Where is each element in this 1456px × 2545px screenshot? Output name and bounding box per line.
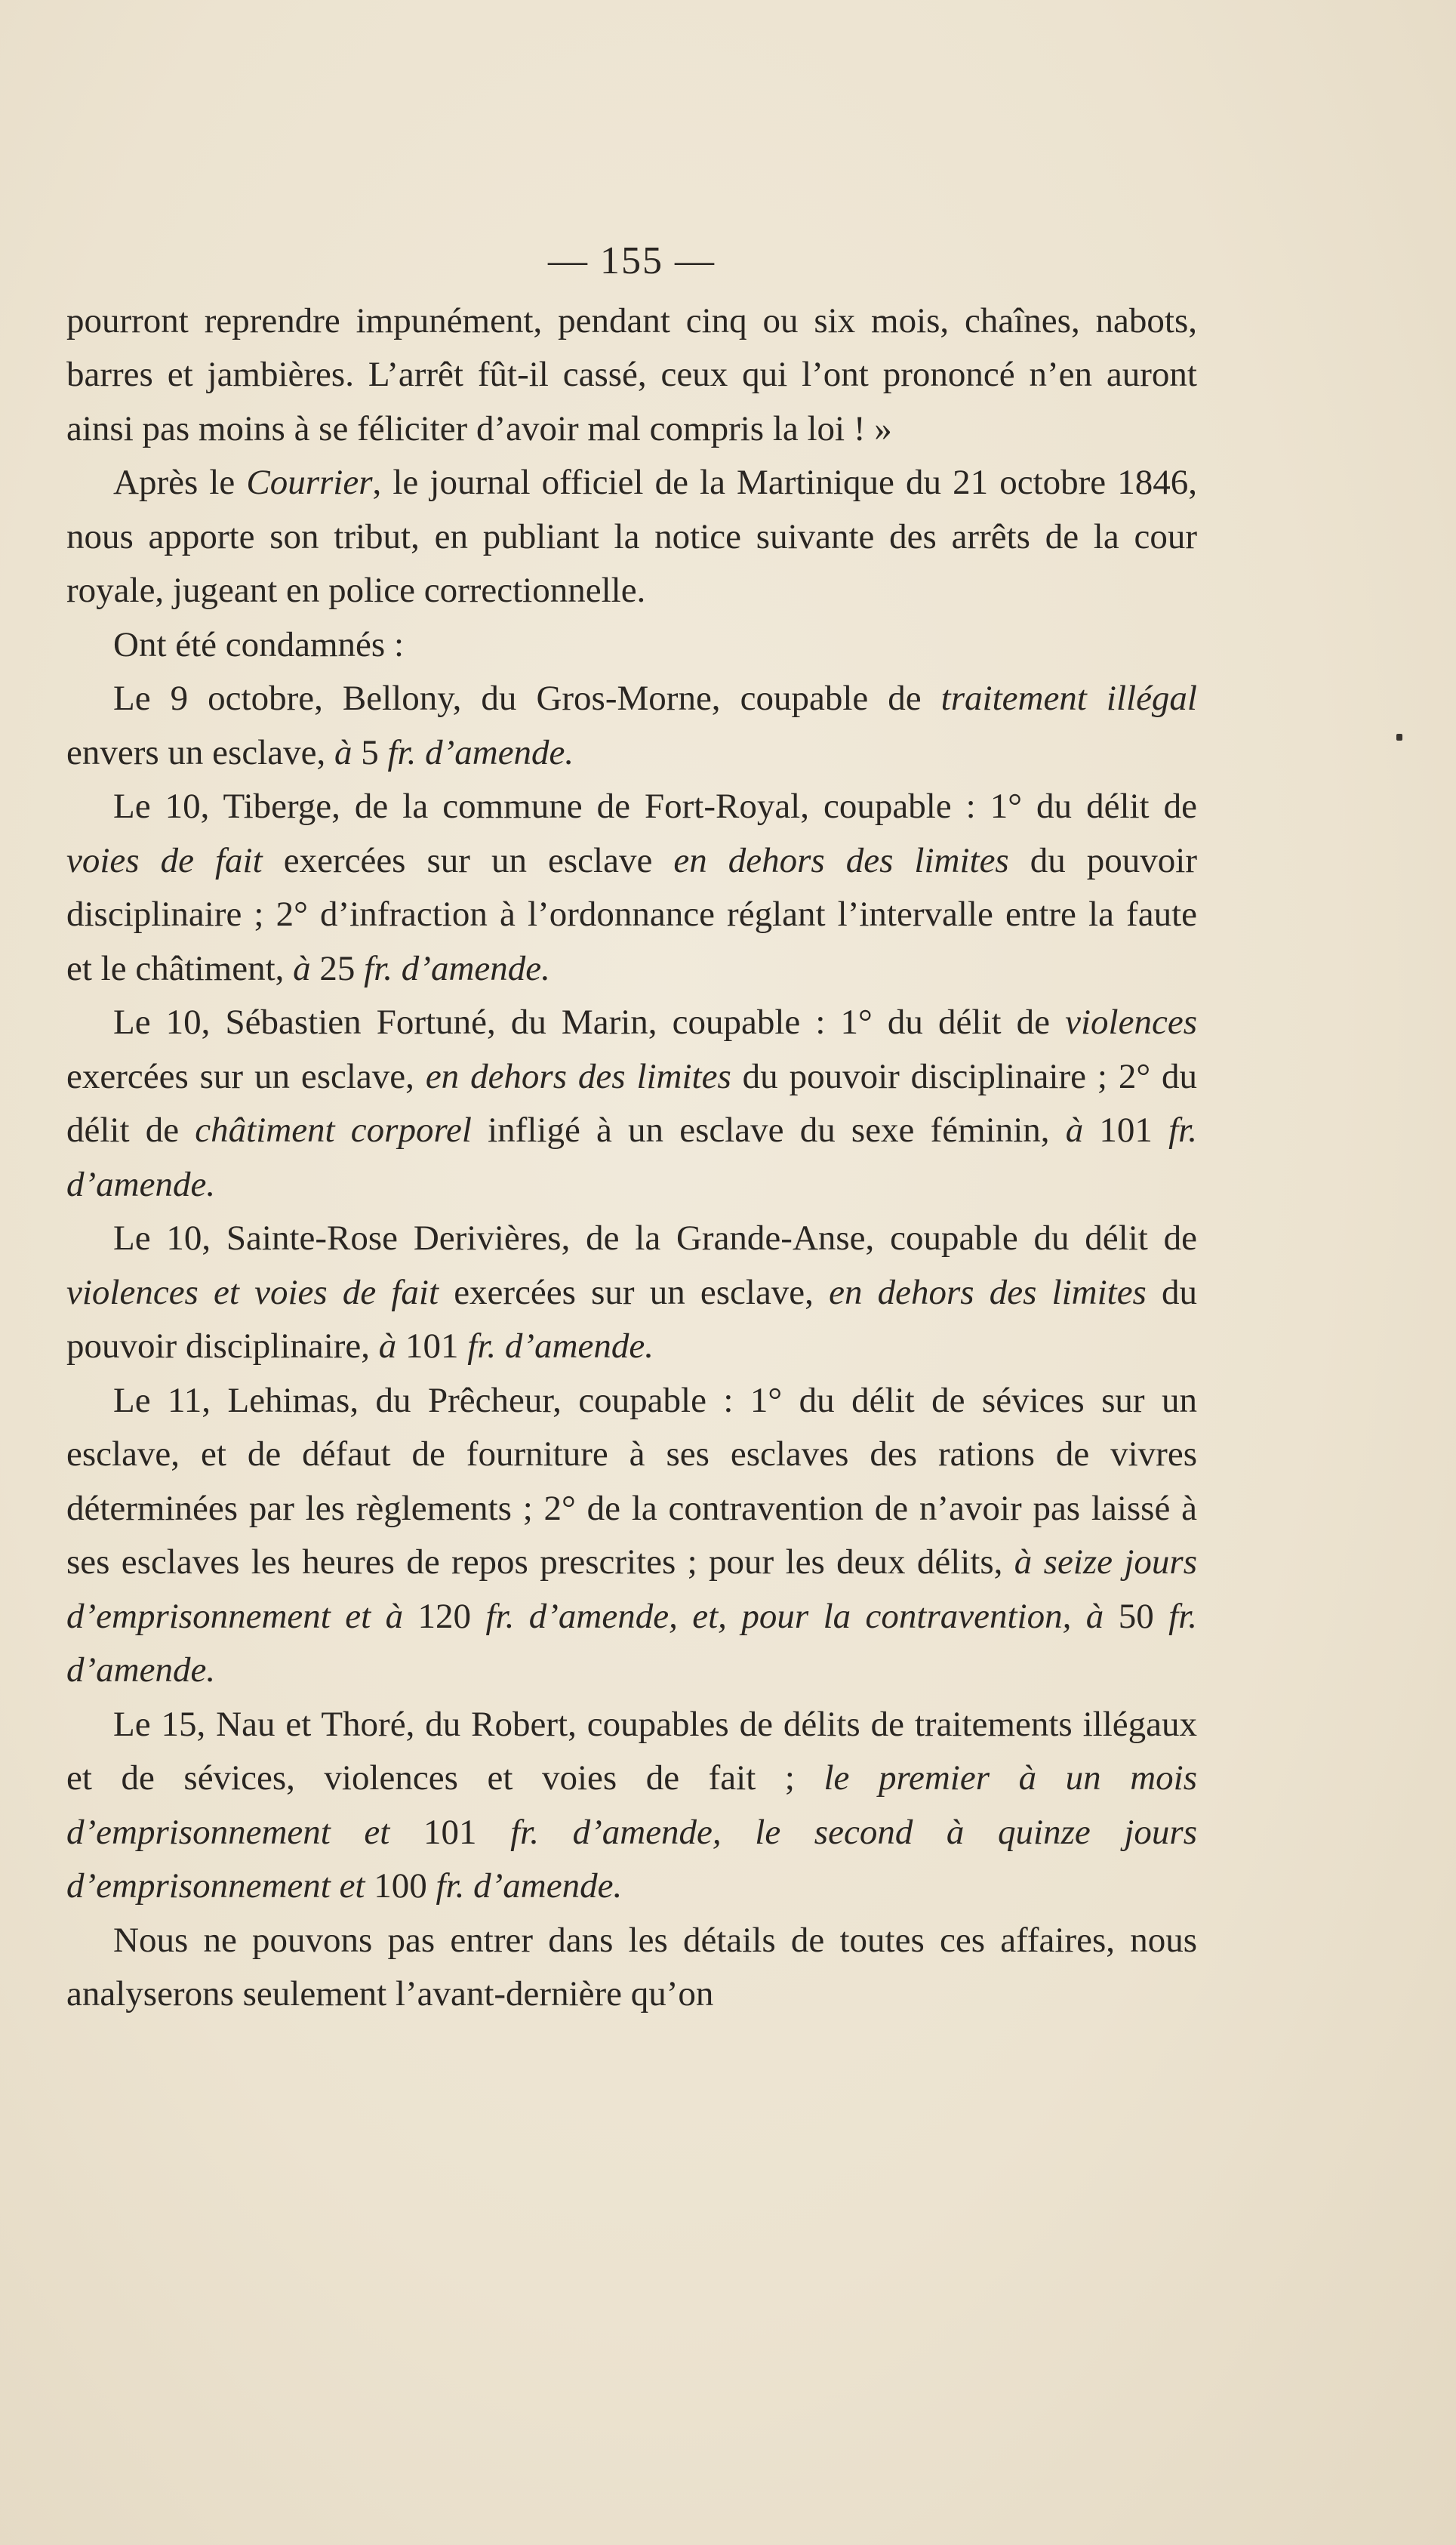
paragraph (66, 1698, 1197, 1914)
text-run: Après le (113, 463, 247, 502)
italic-text-run: à seize jours d’emprisonnement et à (66, 1542, 1198, 1636)
text-run: du pouvoir disciplinaire, (66, 1272, 1198, 1366)
text-run: 5 (352, 732, 388, 772)
page-number: — 155 — (548, 239, 716, 282)
italic-text-run: fr. d’amende. (66, 1596, 1198, 1690)
italic-text-run: à (1065, 1111, 1084, 1150)
italic-text-run: fr. d’amende. (66, 1111, 1197, 1204)
italic-text-run: voies de fait (66, 840, 263, 880)
text-run: Le 10, Sébastien Fortuné, du Marin, coupable : 1° du délit de (113, 1003, 1066, 1042)
text-run: exercées sur un esclave, (66, 1056, 426, 1096)
text-run: exercées sur un esclave (262, 840, 674, 880)
text-run: 100 (365, 1866, 436, 1906)
text-run: 101 (389, 1812, 511, 1852)
italic-text-run: à (293, 948, 311, 988)
italic-text-run: en dehors des limites (673, 840, 1009, 880)
text-run: infligé à un esclave du sexe féminin, (471, 1111, 1066, 1150)
italic-text-run: fr. d’amende. (387, 732, 574, 772)
paragraph (66, 456, 1197, 618)
paragraph (66, 1374, 1197, 1698)
italic-text-run: traitement illégal (940, 679, 1197, 718)
text-run: 101 (1083, 1111, 1169, 1150)
paragraph (66, 618, 1197, 673)
text-run: du pouvoir disciplinaire ; 2° du délit de (66, 1056, 1198, 1150)
italic-text-run: en dehors des limites (829, 1272, 1147, 1312)
paragraph (66, 294, 1197, 457)
text-run: 120 (403, 1596, 486, 1636)
paragraph (66, 780, 1197, 996)
text-run: exercées sur un esclave, (439, 1272, 830, 1312)
text-run: , le journal officiel de la Martinique du 21 octobre 1846, nous apporte son tribut, en publiant la notice suivante des arrêts de la cour royale, jugeant en police correctionnelle. (66, 463, 1197, 610)
text-run: du pouvoir disciplinaire ; 2° d’infraction à l’ordonnance réglant l’intervalle entre la faute et le châtiment, (66, 840, 1198, 988)
italic-text-run: à (334, 732, 352, 772)
italic-text-run: châtiment corporel (195, 1111, 472, 1150)
print-speck (1396, 734, 1402, 741)
paragraph (66, 996, 1197, 1212)
italic-text-run: à (378, 1326, 397, 1366)
book-page-text (66, 234, 1197, 2022)
text-run: 50 (1104, 1596, 1169, 1636)
italic-text-run: fr. d’amende. (467, 1326, 654, 1366)
italic-text-run: fr. d’amende. (436, 1866, 623, 1906)
paragraph (66, 1212, 1197, 1374)
text-run: pourront reprendre impunément, pendant cinq ou six mois, chaînes, nabots, barres et jambières. L’arrêt fût-il cassé, ceux qui l’ont prononcé n’en auront ainsi pas moins à se féliciter d’avoir mal compris la loi ! » (66, 300, 1197, 448)
paragraphs-container (66, 294, 1197, 2022)
text-run: Ont été condamnés : (113, 624, 405, 664)
text-run: Le 15, Nau et Thoré, du Robert, coupables de délits de traitements illégaux et de sévices, violences et voies de fait ; (66, 1704, 1197, 1798)
paragraph (66, 672, 1197, 780)
italic-text-run: le premier à un mois d’emprisonnement et (66, 1758, 1197, 1852)
text-run: 101 (396, 1326, 468, 1366)
italic-text-run: en dehors des limites (425, 1056, 731, 1096)
italic-text-run: Courrier (246, 463, 373, 502)
text-run: Le 9 octobre, Bellony, du Gros-Morne, coupable de (113, 679, 941, 718)
text-run: Le 11, Lehimas, du Prêcheur, coupable : 1° du délit de sévices sur un esclave, et de défaut de fourniture à ses esclaves des rations de vivres déterminées par les règlements ; 2° de la contravention de n’avoir pas laissé à ses esclaves les heures de repos prescrites ; pour les deux délits, (66, 1380, 1197, 1582)
text-run: 25 (310, 948, 365, 988)
italic-text-run: fr. d’amende, le second à quinze jours d’emprisonnement et (66, 1812, 1198, 1906)
text-run: envers un esclave, (66, 732, 334, 772)
italic-text-run: violences et voies de fait (66, 1272, 439, 1312)
italic-text-run: fr. d’amende, et, pour la contravention, à (485, 1596, 1104, 1636)
text-run: Le 10, Sainte-Rose Derivières, de la Grande-Anse, coupable du délit de (113, 1219, 1197, 1258)
italic-text-run: fr. d’amende. (364, 948, 550, 988)
text-run: Nous ne pouvons pas entrer dans les détails de toutes ces affaires, nous analyserons seulement l’avant-dernière qu’on (66, 1920, 1197, 2014)
paragraph (66, 1914, 1197, 2022)
italic-text-run: violences (1065, 1003, 1197, 1042)
text-run: Le 10, Tiberge, de la commune de Fort-Royal, coupable : 1° du délit de (113, 787, 1197, 826)
